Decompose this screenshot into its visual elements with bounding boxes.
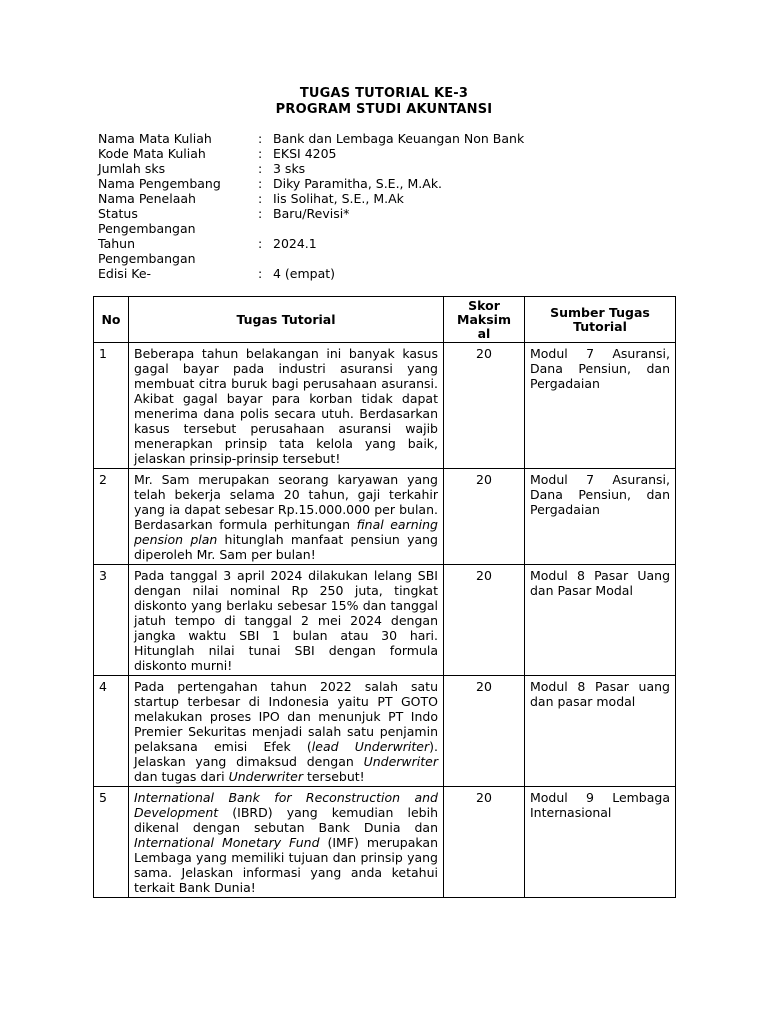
table-header-row <box>94 297 676 343</box>
task-source: Modul 7 Asuransi, Dana Pensiun, dan Pergadaian <box>525 469 676 565</box>
info-row <box>98 161 524 176</box>
table-row <box>94 565 676 676</box>
task-text-italic: final earning pension plan <box>134 517 438 547</box>
task-text-italic: Underwriter <box>228 769 303 784</box>
header-no: No <box>94 297 129 343</box>
info-value: Diky Paramitha, S.E., M.Ak. <box>273 176 443 191</box>
task-description <box>129 787 444 898</box>
max-score: 20 <box>444 343 525 469</box>
task-text: (IMF) merupakan Lembaga yang memiliki tujuan dan prinsip yang sama. Jelaskan informasi yang anda ketahui terkait Bank Dunia! <box>134 835 438 895</box>
task-description <box>129 343 444 469</box>
info-label: Status <box>98 206 138 221</box>
info-row <box>98 221 524 236</box>
row-number: 5 <box>94 787 129 898</box>
task-source: Modul 8 Pasar uang dan pasar modal <box>525 676 676 787</box>
task-source: Modul 8 Pasar Uang dan Pasar Modal <box>525 565 676 676</box>
max-score: 20 <box>444 676 525 787</box>
document-header <box>0 86 768 118</box>
info-value: 2024.1 <box>273 236 317 251</box>
task-text: Pada tanggal 3 april 2024 dilakukan lelang SBI dengan nilai nominal Rp 250 juta, tingkat diskonto yang berlaku sebesar 15% dan tanggal jatuh tempo di tanggal 2 mei 2024 dengan jangka waktu SBI 1 bulan atau 30 hari. Hitunglah nilai tunai SBI dengan formula diskonto murni! <box>134 568 438 673</box>
info-value: 3 sks <box>273 161 306 176</box>
task-text: Beberapa tahun belakangan ini banyak kasus gagal bayar pada industri asuransi yang membuat citra buruk bagi perusahaan asuransi. Akibat gagal bayar para korban tidak dapat menerima dana polis secara utuh. Berdasarkan kasus tersebut perusahaan asuransi wajib menerapkan prinsip tata kelola yang baik, jelaskan prinsip-prinsip tersebut! <box>134 346 438 466</box>
header-task: Tugas Tutorial <box>129 297 444 343</box>
info-colon: : <box>258 176 263 191</box>
info-row <box>98 236 524 251</box>
task-description <box>129 469 444 565</box>
info-row <box>98 191 524 206</box>
max-score: 20 <box>444 565 525 676</box>
info-colon: : <box>258 191 263 206</box>
info-colon: : <box>258 161 263 176</box>
info-label: Nama Penelaah <box>98 191 196 206</box>
info-colon: : <box>258 131 263 146</box>
info-row <box>98 131 524 146</box>
info-label: Nama Pengembang <box>98 176 221 191</box>
info-colon: : <box>258 266 263 281</box>
table-row <box>94 787 676 898</box>
task-text: (IBRD) yang kemudian lebih dikenal dengan sebutan Bank Dunia dan <box>134 805 438 835</box>
row-number: 1 <box>94 343 129 469</box>
info-label: Pengembangan <box>98 221 196 236</box>
header-source: Sumber Tugas Tutorial <box>525 297 676 343</box>
task-text-italic: lead Underwriter <box>311 739 430 754</box>
task-text-italic: International Bank for Reconstruction and Development <box>134 790 438 820</box>
info-colon <box>258 251 273 266</box>
info-row <box>98 206 524 221</box>
task-description <box>129 565 444 676</box>
info-label: Jumlah sks <box>98 161 166 176</box>
task-text: Pada pertengahan tahun 2022 salah satu startup terbesar di Indonesia yaitu PT GOTO melakukan proses IPO dan menunjuk PT Indo Premier Sekuritas menjadi salah satu penjamin pelaksana emisi Efek ( <box>134 679 438 754</box>
info-value: Iis Solihat, S.E., M.Ak <box>273 191 404 206</box>
info-label: Nama Mata Kuliah <box>98 131 212 146</box>
info-label: Tahun <box>98 236 135 251</box>
info-label: Pengembangan <box>98 251 196 266</box>
info-row <box>98 176 524 191</box>
task-source: Modul 7 Asuransi, Dana Pensiun, dan Pergadaian <box>525 343 676 469</box>
info-colon <box>258 221 273 236</box>
info-label: Kode Mata Kuliah <box>98 146 206 161</box>
header-score: Skor Maksim al <box>444 297 525 343</box>
row-number: 4 <box>94 676 129 787</box>
row-number: 3 <box>94 565 129 676</box>
info-row <box>98 251 524 266</box>
task-text: ). Jelaskan yang dimaksud dengan <box>134 739 438 769</box>
tutorial-tasks-table <box>93 296 676 898</box>
document-title: TUGAS TUTORIAL KE-3 <box>299 86 469 101</box>
info-label: Edisi Ke- <box>98 266 152 281</box>
max-score: 20 <box>444 787 525 898</box>
info-value: Bank dan Lembaga Keuangan Non Bank <box>273 131 525 146</box>
task-text: tersebut! <box>302 769 365 784</box>
task-source: Modul 9 Lembaga Internasional <box>525 787 676 898</box>
info-value: Baru/Revisi* <box>273 206 350 221</box>
info-value: EKSI 4205 <box>273 146 337 161</box>
max-score: 20 <box>444 469 525 565</box>
info-colon: : <box>258 236 263 251</box>
info-colon: : <box>258 146 263 161</box>
course-info <box>98 131 524 281</box>
info-row <box>98 146 524 161</box>
table-row <box>94 676 676 787</box>
info-row <box>98 266 524 281</box>
document-subtitle: PROGRAM STUDI AKUNTANSI <box>275 102 493 117</box>
task-description <box>129 676 444 787</box>
task-text: dan tugas dari <box>134 769 229 784</box>
info-colon: : <box>258 206 263 221</box>
table-row <box>94 343 676 469</box>
task-text-italic: Underwriter <box>363 754 438 769</box>
row-number: 2 <box>94 469 129 565</box>
task-text: hitunglah manfaat pensiun yang diperoleh Mr. Sam per bulan! <box>134 532 438 562</box>
task-text: Mr. Sam merupakan seorang karyawan yang telah bekerja selama 20 tahun, gaji terkahir yang ia dapat sebesar Rp.15.000.000 per bulan. Berdasarkan formula perhitungan <box>134 472 438 532</box>
task-text-italic: International Monetary Fund <box>134 835 320 850</box>
info-value: 4 (empat) <box>273 266 336 281</box>
table-row <box>94 469 676 565</box>
